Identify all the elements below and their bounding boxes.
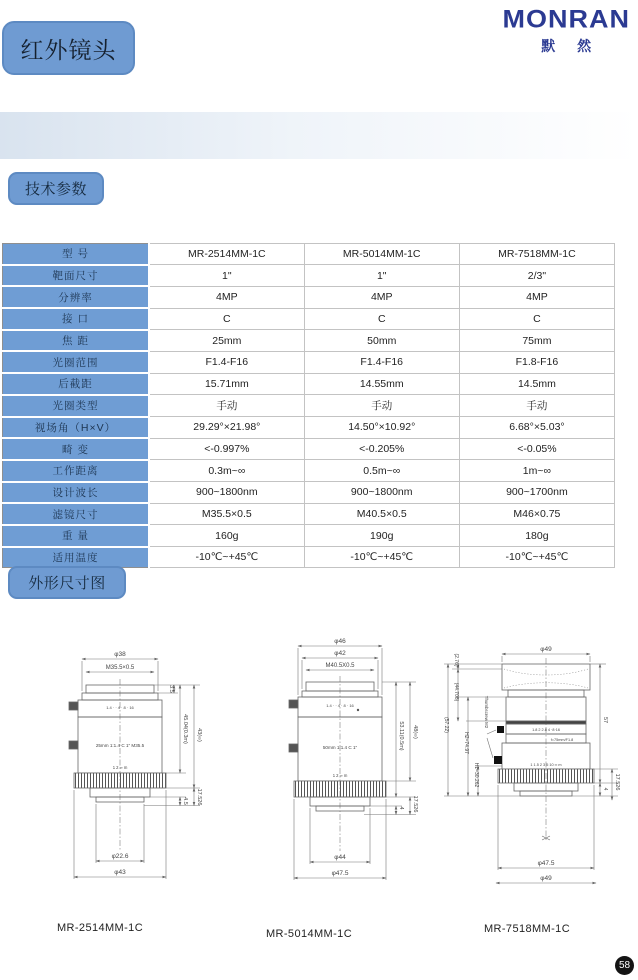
dim-label: φ43 (114, 869, 126, 876)
section-dimensions-label: 外形尺寸图 (28, 575, 106, 592)
spec-row-label: 视场角（H×V） (3, 417, 150, 439)
spec-table-row (3, 525, 615, 547)
spec-cell: F1.8-F16 (459, 351, 614, 373)
spec-cell: 180g (459, 525, 614, 547)
page-number-badge (615, 956, 634, 975)
brand-logo-text: MONRAN (502, 5, 630, 33)
spec-cell: -10℃~+45℃ (459, 547, 614, 568)
spec-cell: M35.5×0.5 (149, 503, 304, 525)
dim-label: 4 (602, 787, 608, 791)
spec-cell: 1" (149, 265, 304, 287)
page-title: 红外镜头 (20, 36, 117, 63)
spec-cell: MR-5014MM-1C (304, 244, 459, 265)
spec-table-row (3, 460, 615, 482)
dim-label: φ46 (334, 638, 346, 645)
spec-cell: 15.71mm (149, 373, 304, 395)
spec-cell: 手动 (304, 395, 459, 417)
focus-scale: 1 2 ∞ m (332, 773, 348, 778)
spec-row-label: 光圈范围 (3, 351, 150, 373)
page-title-badge (2, 21, 135, 75)
spec-cell: M40.5×0.5 (304, 503, 459, 525)
spec-cell: C (459, 308, 614, 330)
spec-cell: 0.3m~∞ (149, 460, 304, 482)
dim-label: 17.526 (196, 788, 202, 806)
spec-table-row (3, 286, 615, 308)
spec-row-label: 分辨率 (3, 286, 150, 308)
dim-label: φ47.5 (537, 860, 555, 867)
spec-table-row (3, 265, 615, 287)
dim-label: φ49 (540, 875, 552, 882)
spec-cell: 4MP (459, 286, 614, 308)
dim-label: 4.5 (182, 797, 188, 805)
spec-cell: <-0.05% (459, 438, 614, 460)
dimension-drawing-mr-2514 (20, 645, 225, 908)
spec-cell: 14.50°×10.92° (304, 417, 459, 439)
spec-row-label: 适用温度 (3, 547, 150, 568)
spec-cell: 手动 (459, 395, 614, 417)
spec-table-row (3, 503, 615, 525)
spec-row-label: 型 号 (3, 244, 150, 265)
spec-cell: 75mm (459, 330, 614, 352)
spec-table-row (3, 351, 615, 373)
spec-cell: 50mm (304, 330, 459, 352)
dimension-labels (323, 638, 418, 877)
spec-table-row (3, 244, 615, 265)
dim-label: M40.5X0.5 (325, 663, 355, 669)
dim-label: 17.526 (614, 773, 620, 791)
spec-cell: 4MP (149, 286, 304, 308)
spec-cell: 900~1800nm (149, 482, 304, 504)
lens-marking: 50mm 1:1.4 C 1″ (322, 745, 358, 750)
spec-cell: 14.55mm (304, 373, 459, 395)
spec-cell: MR-7518MM-1C (459, 244, 614, 265)
spec-cell: 4MP (304, 286, 459, 308)
spec-table-row (3, 438, 615, 460)
spec-cell: -10℃~+45℃ (304, 547, 459, 568)
spec-cell: 1" (304, 265, 459, 287)
spec-cell: -10℃~+45℃ (149, 547, 304, 568)
dim-label: 4 (398, 806, 404, 810)
dim-label: φ42 (334, 650, 346, 657)
dim-label: 43(∞) (196, 728, 202, 742)
spec-cell: C (304, 308, 459, 330)
section-specs-badge (8, 172, 104, 205)
brand-logo-chinese: 默 然 (541, 38, 601, 54)
dimension-labels (443, 646, 620, 882)
lens-outline (494, 658, 594, 840)
section-specs-label: 技术参数 (24, 181, 87, 198)
spec-cell: 29.29°×21.98° (149, 417, 304, 439)
dim-label: M35.5×0.5 (105, 665, 135, 671)
dim-label: (2.76) (453, 653, 459, 667)
dimension-lines (294, 646, 416, 880)
dim-label: H1=30.262 (473, 762, 479, 788)
lens-marking: 25mm 1:1.4 C 1″ M35.5 (95, 743, 145, 748)
dim-label: φ38 (114, 651, 126, 658)
spec-row-label: 滤镜尺寸 (3, 503, 150, 525)
spec-row-label: 畸 变 (3, 438, 150, 460)
dim-label: 48(∞) (412, 725, 418, 739)
dim-label: 3.5 (168, 685, 174, 693)
page-number: 58 (618, 960, 631, 971)
aperture-scale: 1.4 · · 4 · 8 · 16 (106, 705, 134, 710)
spec-cell: <-0.997% (149, 438, 304, 460)
thumbscrew-label: Thumbscrew M2 (484, 695, 489, 729)
spec-cell: F1.4-F16 (304, 351, 459, 373)
drawing-caption: MR-5014MM-1C (265, 928, 353, 940)
dim-label: φ22.6 (111, 853, 129, 860)
dim-label: 17.526 (412, 795, 418, 813)
dim-label: φ49 (540, 646, 552, 653)
spec-table-row (3, 373, 615, 395)
spec-cell: 900~1800nm (304, 482, 459, 504)
spec-cell: 14.5mm (459, 373, 614, 395)
drawing-caption: MR-7518MM-1C (483, 923, 571, 935)
spec-cell: MR-2514MM-1C (149, 244, 304, 265)
spec-cell: 1m~∞ (459, 460, 614, 482)
spec-table-row (3, 547, 615, 568)
spec-cell: 手动 (149, 395, 304, 417)
spec-cell: 0.5m~∞ (304, 460, 459, 482)
spec-cell: <-0.205% (304, 438, 459, 460)
spec-row-label: 接 口 (3, 308, 150, 330)
dim-label: 45.04(0.3m) (182, 714, 188, 744)
spec-row-label: 后截距 (3, 373, 150, 395)
dim-label: 53.11(0.5m) (398, 721, 404, 751)
dim-label: H2=74.97 (463, 732, 469, 754)
spec-row-label: 设计波长 (3, 482, 150, 504)
focus-scale: 1 2 ∞ m (112, 765, 128, 770)
spec-cell: 900~1700nm (459, 482, 614, 504)
spec-row-label: 工作距离 (3, 460, 150, 482)
spec-row-label: 焦 距 (3, 330, 150, 352)
spec-cell: F1.4-F16 (149, 351, 304, 373)
lens-marking: f=75mm/F1.8 (550, 738, 574, 742)
spec-table-body (3, 244, 615, 568)
drawing-caption: MR-2514MM-1C (56, 922, 144, 934)
spec-row-label: 光圈类型 (3, 395, 150, 417)
spec-cell: 190g (304, 525, 459, 547)
decorative-band (0, 112, 638, 159)
spec-row-label: 靶面尺寸 (3, 265, 150, 287)
spec-cell: 25mm (149, 330, 304, 352)
brand-logo (503, 6, 631, 56)
spec-cell: C (149, 308, 304, 330)
dim-label: (57.22) (443, 717, 449, 733)
section-dimensions-badge (8, 566, 126, 599)
spec-table-row (3, 330, 615, 352)
spec-row-label: 重 量 (3, 525, 150, 547)
dim-label: φ47.5 (331, 870, 349, 877)
aperture-scale: 1.4 · · 4 · 8 · 16 (326, 703, 354, 708)
dimension-lines (444, 654, 618, 883)
dimension-drawing-mr-5014 (240, 636, 440, 907)
dimension-lines (74, 659, 200, 879)
dim-label: φ44 (334, 854, 346, 861)
spec-cell: 2/3" (459, 265, 614, 287)
spec-table-row (3, 395, 615, 417)
aperture-scale: 1.8 2 2.8 4 ·8·16 (532, 728, 560, 732)
dimension-drawing-mr-7518 (438, 640, 638, 907)
dim-label: 57 (602, 716, 608, 724)
spec-cell: 6.68°×5.03° (459, 417, 614, 439)
spec-cell: 160g (149, 525, 304, 547)
focus-scale: 1 1.5 2 3 5 10 ∞ m (530, 763, 562, 767)
dim-label: (44.708) (453, 682, 459, 702)
spec-cell: M46×0.75 (459, 503, 614, 525)
spec-table-row (3, 482, 615, 504)
spec-table (2, 243, 615, 568)
spec-table-row (3, 417, 615, 439)
spec-table-row (3, 308, 615, 330)
